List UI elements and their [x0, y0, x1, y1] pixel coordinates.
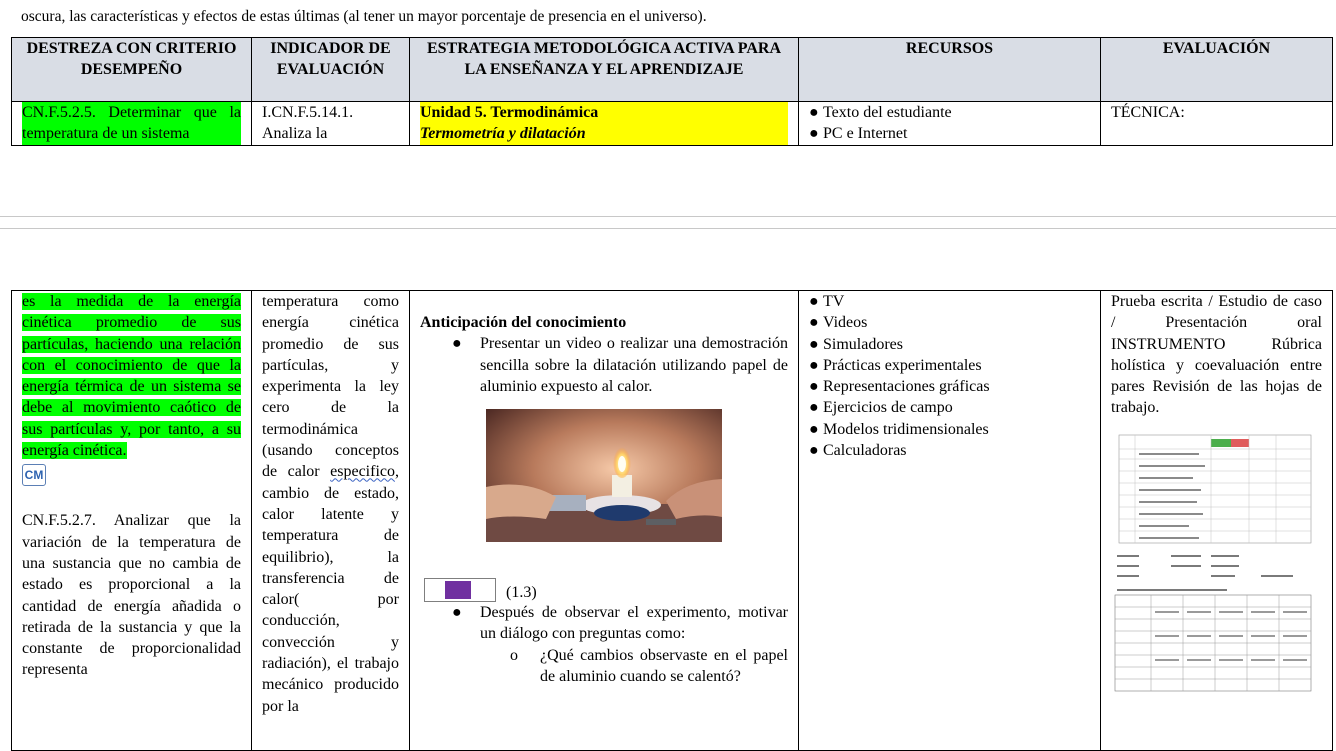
header-recursos: RECURSOS — [799, 38, 1101, 102]
intro-text: oscura, las características y efectos de estas últimas (al tener un mayor porcentaje de presencia en el universo). — [21, 8, 707, 25]
candle-experiment-photo — [486, 409, 722, 542]
tema-title: Termometría y dilatación — [420, 123, 788, 144]
list-item: ● Videos — [809, 314, 868, 332]
steps-list-2 — [420, 602, 788, 645]
planning-table-bottom — [11, 290, 1333, 751]
list-item: ● Modelos tridimensionales — [809, 420, 989, 438]
list-item: ● Simuladores — [809, 335, 903, 353]
progress-bar-icon — [424, 578, 496, 602]
recursos-cell — [799, 102, 1101, 146]
list-item: ● Ejercicios de campo — [809, 399, 953, 417]
recursos-list — [809, 291, 1090, 461]
evaluacion-text: Prueba escrita / Estudio de caso / Presentación oral INSTRUMENTO Rúbrica holística y coevaluación entre pares Revisión de las hojas de trabajo. — [1111, 293, 1322, 417]
page-separator — [0, 228, 1336, 229]
page-separator — [0, 216, 1336, 217]
list-item: ● Prácticas experimentales — [809, 356, 982, 374]
header-estrategia: ESTRATEGIA METODOLÓGICA ACTIVA PARA LA ENSEÑANZA Y EL APRENDIZAJE — [410, 38, 799, 102]
list-item: ● Texto del estudiante — [809, 104, 952, 121]
destreza-highlight: CN.F.5.2.5. Determinar que la temperatura de un sistema — [22, 102, 241, 145]
list-item: ● PC e Internet — [809, 125, 908, 143]
header-destreza: DESTREZA CON CRITERIO DESEMPEÑO — [12, 38, 252, 102]
reference-number: (1.3) — [506, 584, 537, 602]
list-item: ● Después de observar el experimento, motivar un diálogo con preguntas como: — [452, 604, 788, 643]
cm-badge-icon: CM — [22, 464, 46, 486]
unidad-title: Unidad 5. Termodinámica — [420, 102, 788, 123]
list-item: ● Presentar un video o realizar una demostración sencilla sobre la dilatación utilizando papel de aluminio expuesto al calor. — [452, 335, 788, 395]
steps-list — [420, 333, 788, 397]
rubric-thumbnail — [1111, 429, 1315, 695]
list-item: ● Representaciones gráficas — [809, 378, 990, 396]
indicador-cell: I.CN.F.5.14.1. Analiza la — [252, 102, 410, 146]
destreza-cell — [12, 291, 252, 751]
recursos-list — [809, 102, 1090, 145]
indicador-cell: temperatura como energía cinética promedio de sus partículas, y experimenta la ley cero de la termodinámica (usando conceptos de calor especifico, cambio de estado, calor latente y temperatura de equilibrio), la transferencia de calor( por conducción, convección y radiación), el trabajo mecánico producido por la — [252, 291, 410, 751]
planning-table-top — [11, 37, 1333, 146]
list-item: ● Calculadoras — [809, 442, 907, 460]
list-item: o ¿Qué cambios observaste en el papel de aluminio cuando se calentó? — [510, 646, 788, 686]
estrategia-cell — [410, 291, 799, 751]
list-item: ● TV — [809, 293, 845, 310]
anticipacion-title: Anticipación del conocimiento — [420, 314, 627, 331]
estrategia-cell — [410, 102, 799, 146]
destreza-highlight: es la medida de la energía cinética promedio de sus partículas, haciendo una relación con el conocimiento de que la energía térmica de un sistema se debe al movimiento caótico de sus partículas y, por tanto, a su energía cinética. — [22, 293, 241, 460]
spelling-underline: especifico — [330, 463, 395, 481]
header-evaluacion: EVALUACIÓN — [1101, 38, 1333, 102]
destreza-cell — [12, 102, 252, 146]
header-indicador: INDICADOR DE EVALUACIÓN — [252, 38, 410, 102]
evaluacion-cell — [1101, 291, 1333, 751]
recursos-cell — [799, 291, 1101, 751]
destreza-2: CN.F.5.2.7. Analizar que la variación de la temperatura de una sustancia que no cambia de estado es proporcional a la cantidad de energía añadida o retirada de la sustancia y que la constante de proporcionalidad representa — [22, 512, 241, 679]
evaluacion-cell: TÉCNICA: — [1101, 102, 1333, 146]
questions-list — [420, 645, 788, 688]
